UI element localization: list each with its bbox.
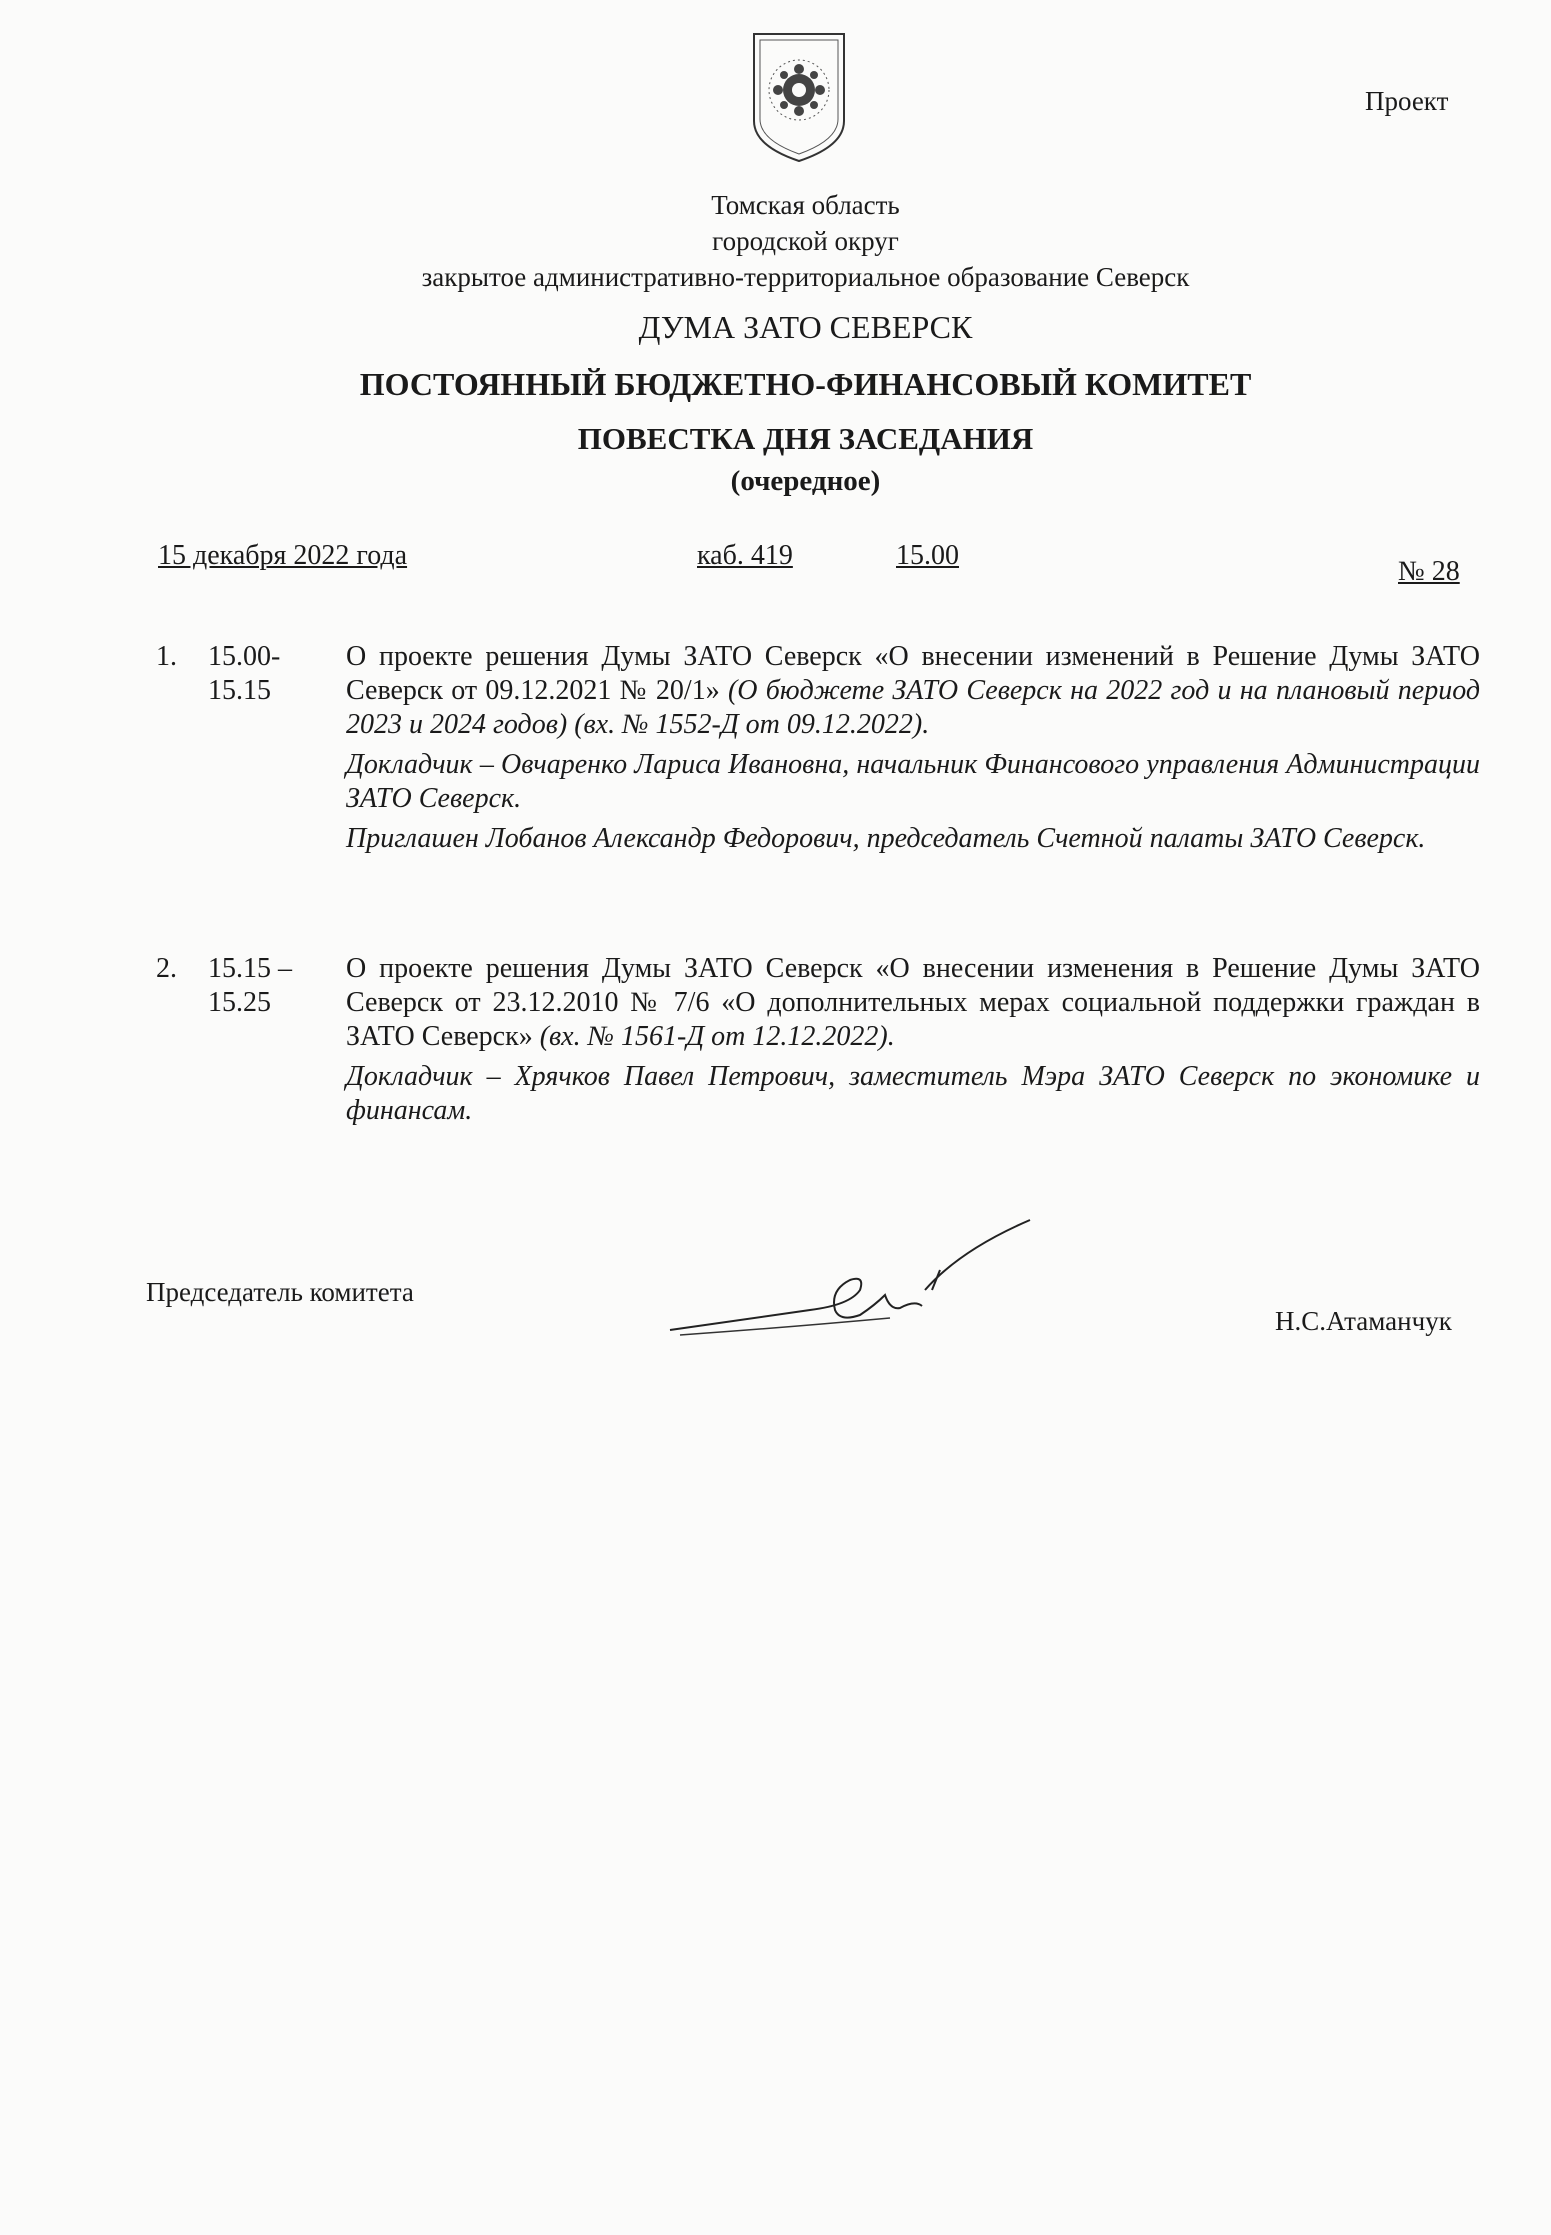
item-time	[208, 952, 308, 1020]
item-time-start: 15.15 –	[208, 953, 292, 984]
signer-name: Н.С.Атаманчук	[1275, 1306, 1452, 1336]
item-body	[346, 640, 1480, 862]
item-time	[208, 640, 308, 708]
item-speaker: Докладчик – Овчаренко Лариса Ивановна, начальник Финансового управления Администрации ЗАТО Северск.	[346, 749, 1480, 814]
agenda-subtitle: (очередное)	[730, 465, 881, 497]
item-time-end: 15.15	[208, 675, 271, 706]
meeting-date: 15 декабря 2022 года	[158, 540, 408, 571]
item-text	[346, 640, 1480, 742]
item-number: 1.	[156, 641, 177, 672]
district-line: городской округ	[712, 226, 899, 256]
item-text-main: О проекте решения Думы ЗАТО Северск «О внесении изменений в Решение Думы ЗАТО Северск от 09.12.2021 № 20/1»	[346, 641, 1480, 706]
item-body	[346, 952, 1480, 1134]
item-time-start: 15.00-	[208, 641, 281, 672]
item-time-end: 15.25	[208, 987, 271, 1018]
draft-label: Проект	[1365, 86, 1449, 116]
item-text	[346, 952, 1480, 1054]
meeting-number: № 28	[1398, 556, 1460, 587]
coat-of-arms-icon	[744, 26, 854, 166]
item-speaker: Докладчик – Хрячков Павел Петрович, заместитель Мэра ЗАТО Северск по экономике и финансам.	[346, 1061, 1480, 1126]
meeting-time: 15.00	[896, 540, 959, 571]
duma-title: ДУМА ЗАТО СЕВЕРСК	[638, 309, 973, 345]
item-invited: Приглашен Лобанов Александр Федорович, председатель Счетной палаты ЗАТО Северск.	[346, 823, 1426, 854]
region-line: Томская область	[711, 190, 900, 220]
agenda-title: ПОВЕСТКА ДНЯ ЗАСЕДАНИЯ	[577, 421, 1034, 456]
signer-title: Председатель комитета	[146, 1277, 414, 1307]
item-text-main: О проекте решения Думы ЗАТО Северск «О внесении изменения в Решение Думы ЗАТО Северск от 23.12.2010 № 7/6 «О дополнительных мерах социальной поддержки граждан в ЗАТО Северск»	[346, 953, 1480, 1052]
item-number: 2.	[156, 953, 177, 984]
handwritten-signature-icon	[660, 1210, 1040, 1350]
item-text-italic: (О бюджете ЗАТО Северск на 2022 год и на плановый период 2023 и 2024 годов) (вх. № 1552-Д от 09.12.2022).	[346, 675, 1480, 740]
item-text-italic: (вх. № 1561-Д от 12.12.2022).	[539, 1021, 895, 1052]
committee-title: ПОСТОЯННЫЙ БЮДЖЕТНО-ФИНАНСОВЫЙ КОМИТЕТ	[359, 366, 1252, 402]
meeting-room: каб. 419	[697, 540, 793, 571]
zato-line: закрытое административно-территориальное образование Северск	[421, 262, 1190, 292]
